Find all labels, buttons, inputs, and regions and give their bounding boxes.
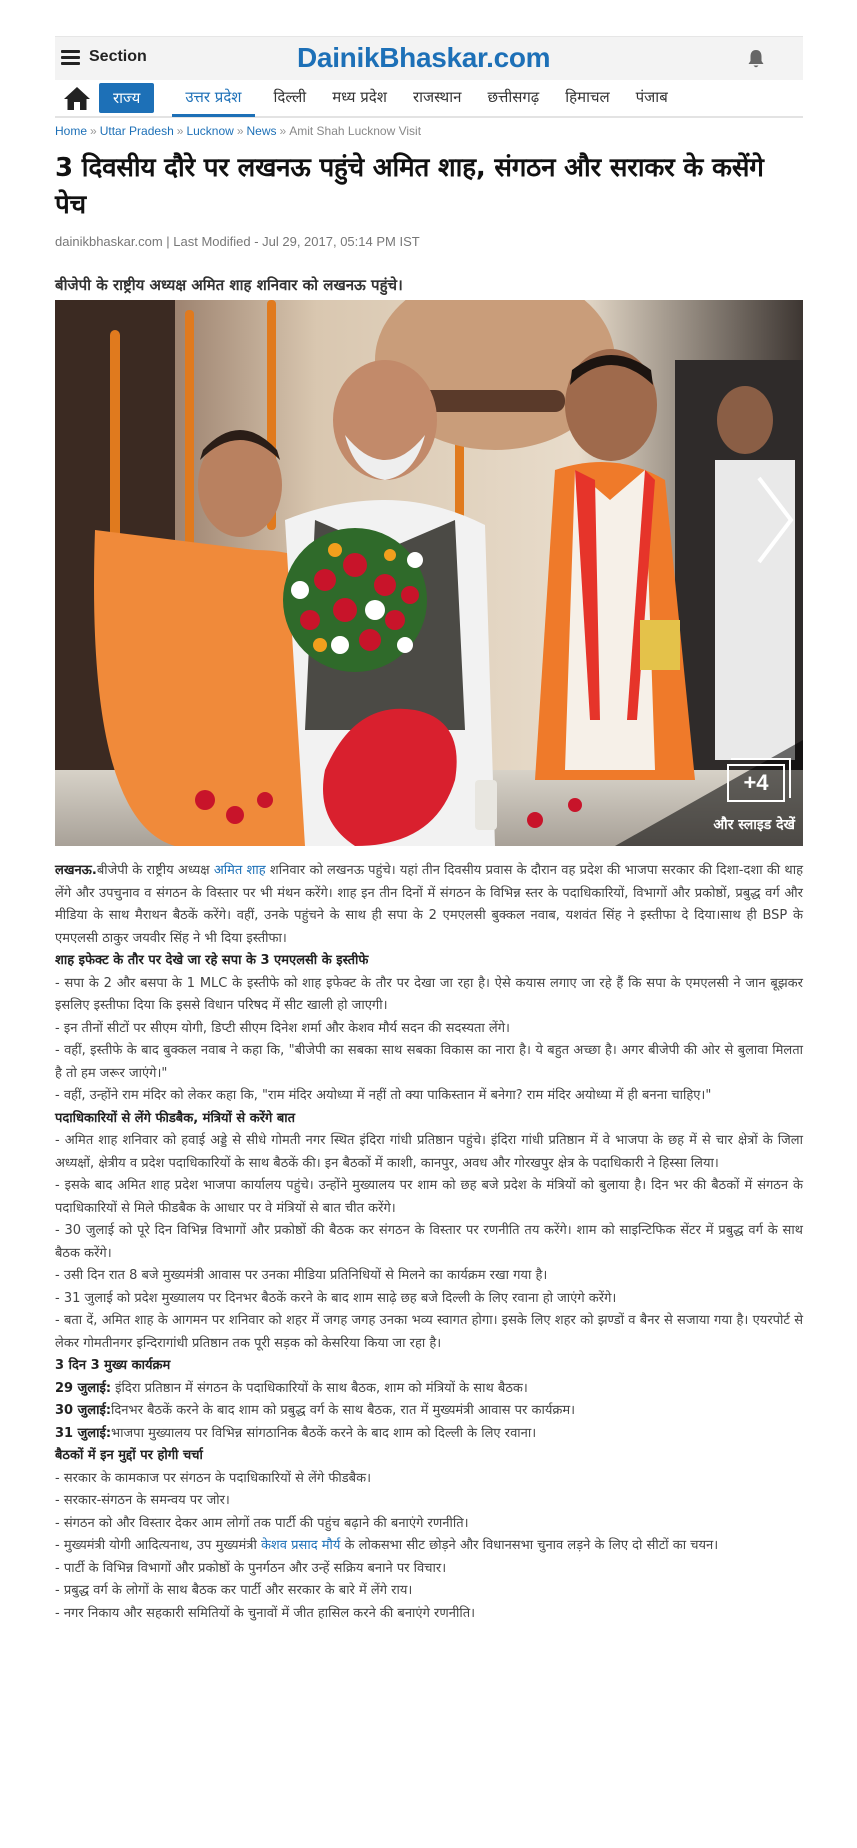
article-lead: लखनऊ.बीजेपी के राष्ट्रीय अध्यक्ष अमित शाह शनिवार को लखनऊ पहुंचे। यहां तीन दिवसीय प्रवास के दौरान वह प्रदेश की भाजपा सरकार की दिशा-दशा की थाह लेंगे और उपचुनाव व संगठन के विस्तार पर भी मंथन करेंगे। शाह इन तीन दिनों में संगठन के विभिन्न स्तर के पदाधिकारियों, विभागों और प्रकोष्ठों, प्रबुद्ध वर्ग और मीडिया के साथ मैराथन बैठकें करेंगे। वहीं, उनके पहुंचने के साथ ही सपा के 2 एमएलसी बुक्कल नवाब, यशवंत सिंह ने इस्तीफा दे दिया।साथ ही BSP के एमएलसी ठाकुर जयवीर सिंह ने भी दिया इस्तीफा। — [55, 863, 803, 946]
article-meta: dainikbhaskar.com | Last Modified - Jul 29, 2017, 05:14 PM IST — [55, 234, 420, 249]
home-icon[interactable] — [63, 85, 91, 111]
article-photo-slideshow[interactable] — [55, 300, 803, 846]
nav-item-punjab[interactable]: पंजाब — [635, 88, 668, 106]
list-item: - इसके बाद अमित शाह प्रदेश भाजपा कार्यालय पहुंचे। उन्होंने मुख्यालय पर शाम को छह बजे प्रदेश के मंत्रियों को बुलाया है। दिन भर की बैठकों में संगठन के पदाधिकारियों से मिले फीडबैक के आधार पर वे मंत्रियों से बात चीत करेंगे। — [55, 1178, 803, 1216]
list-item: - संगठन को और विस्तार देकर आम लोगों तक पार्टी की पहुंच बढ़ाने की बनाएंगे रणनीति। — [55, 1515, 469, 1531]
site-header — [55, 36, 803, 80]
list-item: - मुख्यमंत्री योगी आदित्यनाथ, उप मुख्यमंत्री केशव प्रसाद मौर्य के लोकसभा सीट छोड़ने और विधानसभा चुनाव लड़ने के लिए दो सीटों का चयन। — [55, 1538, 719, 1553]
breadcrumb-uttar-pradesh[interactable]: Uttar Pradesh — [99, 124, 174, 138]
dateline: लखनऊ. — [55, 863, 97, 878]
breadcrumb-current: Amit Shah Lucknow Visit — [289, 124, 422, 138]
state-nav — [55, 80, 803, 118]
section-heading-3: 3 दिन 3 मुख्य कार्यक्रम — [55, 1358, 171, 1373]
list-item: - वहीं, इस्तीफे के बाद बुक्कल नवाब ने कहा कि, "बीजेपी का सबका साथ सबका विकास का नारा है। ये बहुत अच्छा है। अगर बीजेपी की ओर से बुलावा मिलता है तो हम जरूर जाएंगे।" — [55, 1043, 803, 1081]
site-logo[interactable] — [297, 42, 550, 74]
article-title: 3 दिवसीय दौरे पर लखनऊ पहुंचे अमित शाह, संगठन और सराकर के कसेंगे पेच — [55, 153, 764, 220]
list-item: - सरकार-संगठन के समन्वय पर जोर। — [55, 1493, 230, 1508]
list-item: - 30 जुलाई को पूरे दिन विभिन्न विभागों और प्रकोष्ठों की बैठक कर संगठन के विस्तार पर रणनीति तय करेंगे। शाम को साइन्टिफिक सेंटर में प्रबुद्ध वर्ग के साथ बैठक करेंगे। — [55, 1223, 803, 1261]
list-item: - अमित शाह शनिवार को हवाई अड्डे से सीधे गोमती नगर स्थित इंदिरा गांधी प्रतिष्ठान पहुंचे। इंदिरा गांधी प्रतिष्ठान में वे भाजपा के छह में से चार क्षेत्रों के जिला अध्यक्षों, क्षेत्रीय व प्रदेश पदाधिकारियों के साथ बैठकें की। इन बैठकों में काशी, कानपुर, अवध और गोरखपुर क्षेत्र के पदाधिकारी ने हिस्सा लिया। — [55, 1133, 803, 1171]
list-item: - प्रबुद्ध वर्ग के लोगों के साथ बैठक कर पार्टी और सरकार के बारे में लेंगे राय। — [55, 1583, 413, 1598]
nav-item-chhattisgarh[interactable]: छत्तीसगढ़ — [487, 88, 540, 106]
amit-shah-link[interactable]: अमित शाह — [213, 863, 266, 878]
list-item: - 31 जुलाई को प्रदेश मुख्यालय पर दिनभर बैठकें करने के बाद शाम साढ़े छह बजे दिल्ली के लिए रवाना हो जाएंगे करेंगे। — [55, 1290, 617, 1306]
article-body — [55, 860, 803, 1625]
schedule-day: 30 जुलाई:दिनभर बैठकें करने के बाद शाम को प्रबुद्ध वर्ग के साथ बैठक, रात में मुख्यमंत्री आवास पर कार्यक्रम। — [55, 1403, 576, 1418]
nav-item-rajasthan[interactable]: राजस्थान — [412, 88, 462, 106]
breadcrumb-home[interactable]: Home — [55, 124, 88, 138]
schedule-day: 29 जुलाई: इंदिरा प्रतिष्ठान में संगठन के पदाधिकारियों के साथ बैठक, शाम को मंत्रियों के साथ बैठक। — [55, 1380, 528, 1396]
logo-part-dainik: Dainik — [297, 42, 380, 73]
bell-icon[interactable] — [747, 49, 765, 69]
article-summary: बीजेपी के राष्ट्रीय अध्यक्ष अमित शाह शनिवार को लखनऊ पहुंचे। — [55, 276, 403, 294]
more-slides-link[interactable]: और स्लाइड देखें — [713, 817, 795, 833]
page — [55, 36, 803, 1621]
list-item: - सरकार के कामकाज पर संगठन के पदाधिकारियों से लेंगे फीडबैक। — [55, 1470, 372, 1486]
list-item: - बता दें, अमित शाह के आगमन पर शनिवार को शहर में जगह जगह उनका भव्य स्वागत होगा। इसके लिए शहर को झण्डों व बैनर से सजाया गया है। एयरपोर्ट से लेकर गोमतीनगर इन्दिरागांधी प्रतिष्ठान तक पूरी सड़क को केसरिया किया जा रहा है। — [55, 1313, 803, 1351]
section-label: Section — [89, 48, 147, 65]
logo-part-bhaskar: Bhaskar.com — [379, 42, 551, 73]
list-item: - उसी दिन रात 8 बजे मुख्यमंत्री आवास पर उनका मीडिया प्रतिनिधियों से मिलने का कार्यक्रम रखा गया है। — [55, 1268, 548, 1283]
nav-item-uttar-pradesh[interactable]: उत्तर प्रदेश — [172, 79, 254, 117]
section-menu-button[interactable] — [61, 48, 147, 66]
nav-state-button[interactable]: राज्य — [99, 83, 154, 113]
nav-item-madhya-pradesh[interactable]: मध्य प्रदेश — [332, 88, 387, 106]
hamburger-icon — [61, 50, 80, 65]
section-heading-2: पदाधिकारियों से लेंगे फीडबैक, मंत्रियों से करेंगे बात — [55, 1110, 296, 1126]
section-heading-1: शाह इफेक्ट के तौर पर देखे जा रहे सपा के 3 एमएलसी के इस्तीफे — [55, 953, 369, 968]
keshav-prasad-maurya-link[interactable]: केशव प्रसाद मौर्य — [260, 1538, 341, 1553]
breadcrumb: Home » Uttar Pradesh » Lucknow » News » Amit Shah Lucknow Visit — [55, 124, 422, 138]
breadcrumb-news[interactable]: News — [246, 124, 277, 138]
nav-item-himachal[interactable]: हिमाचल — [565, 88, 610, 106]
more-photos-badge[interactable]: +4 — [727, 764, 785, 802]
list-item: - पार्टी के विभिन्न विभागों और प्रकोष्ठों के पुनर्गठन और उन्हें सक्रिय बनाने पर विचार। — [55, 1560, 447, 1576]
list-item: - इन तीनों सीटों पर सीएम योगी, डिप्टी सीएम दिनेश शर्मा और केशव मौर्य सदन की सदस्यता लेंगे। — [55, 1020, 510, 1036]
article-photo — [55, 300, 803, 846]
breadcrumb-lucknow[interactable]: Lucknow — [186, 124, 234, 138]
nav-item-delhi[interactable]: दिल्ली — [273, 88, 307, 106]
list-item: - सपा के 2 और बसपा के 1 MLC के इस्तीफे को शाह इफेक्ट के तौर पर देखा जा रहा है। ऐसे कयास लगाए जा रहे हैं कि सपा के एमएलसी ने जान बूझकर इसलिए इस्तीफा दिया कि इससे विधान परिषद में सीट खाली हो जाएगी। — [55, 975, 803, 1013]
section-heading-4: बैठकों में इन मुद्दों पर होगी चर्चा — [55, 1448, 203, 1463]
slide-next-arrow-icon[interactable] — [755, 476, 795, 564]
list-item: - नगर निकाय और सहकारी समितियों के चुनावों में जीत हासिल करने की बनाएंगे रणनीति। — [55, 1605, 476, 1621]
schedule-day: 31 जुलाई:भाजपा मुख्यालय पर विभिन्न सांगठानिक बैठकें करने के बाद शाम को दिल्ली के लिए रवाना। — [55, 1425, 537, 1441]
list-item: - वहीं, उन्होंने राम मंदिर को लेकर कहा कि, "राम मंदिर अयोध्या में नहीं तो क्या पाकिस्तान में बनेगा? राम मंदिर अयोध्या में ही बनना चाहिए।" — [55, 1088, 712, 1103]
